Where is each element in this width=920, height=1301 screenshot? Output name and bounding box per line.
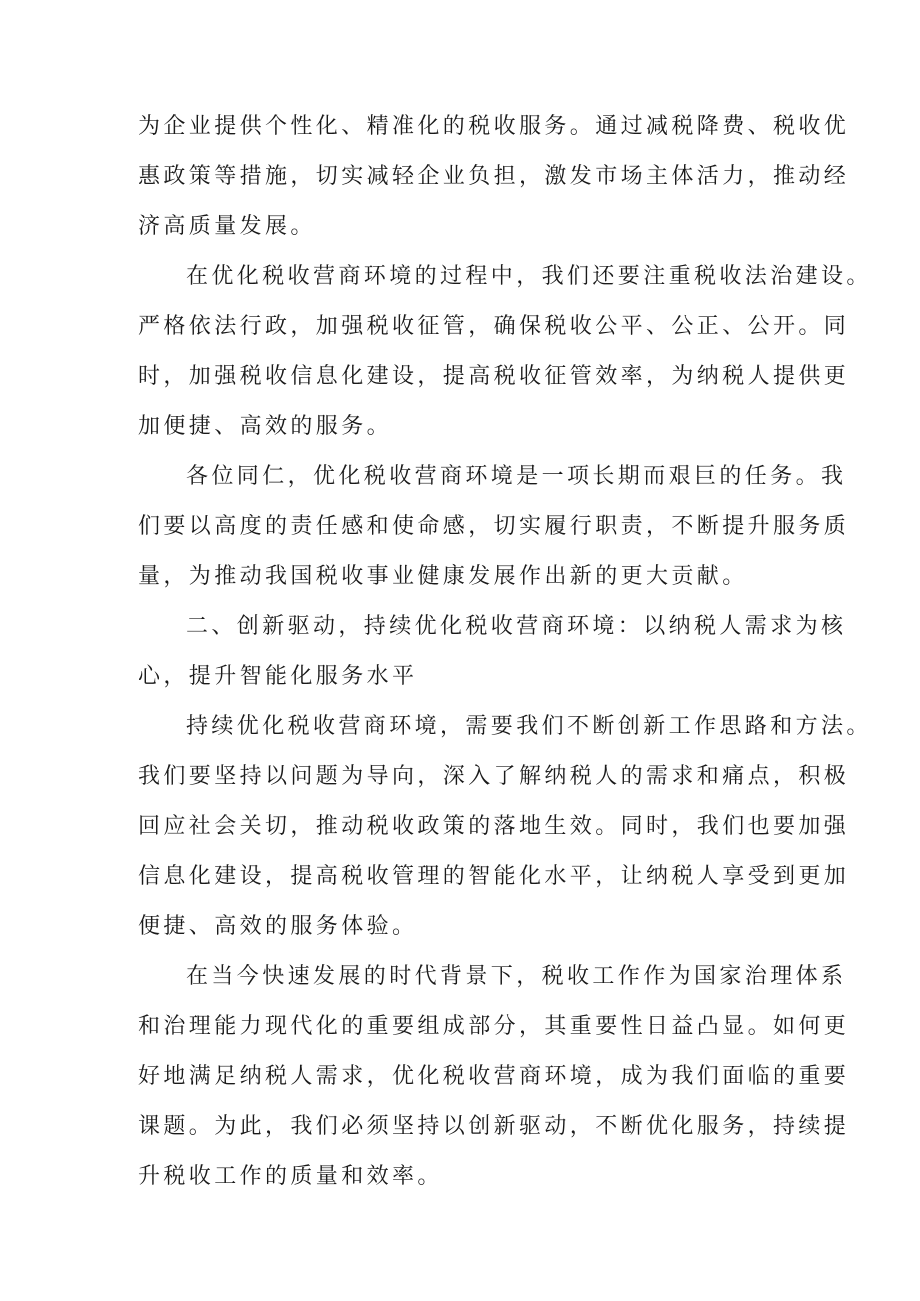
text-line: 量，为推动我国税收事业健康发展作出新的更大贡献。 bbox=[138, 564, 748, 589]
paragraph-first-line: 各位同仁，优化税收营商环境是一项长期而艰巨的任务。我 bbox=[186, 464, 847, 489]
text-line: 时，加强税收信息化建设，提高税收征管效率，为纳税人提供更 bbox=[138, 364, 850, 389]
text-line: 惠政策等措施，切实减轻企业负担，激发市场主体活力，推动经 bbox=[138, 164, 850, 189]
section-heading: 二、创新驱动，持续优化税收营商环境：以纳税人需求为核 bbox=[186, 614, 847, 639]
text-line: 为企业提供个性化、精准化的税收服务。通过减税降费、税收优 bbox=[138, 114, 850, 139]
text-line: 好地满足纳税人需求，优化税收营商环境，成为我们面临的重要 bbox=[138, 1064, 850, 1089]
section-heading-continued: 心，提升智能化服务水平 bbox=[138, 664, 418, 689]
paragraph-first-line: 在优化税收营商环境的过程中，我们还要注重税收法治建设。 bbox=[186, 264, 872, 289]
text-line: 信息化建设，提高税收管理的智能化水平，让纳税人享受到更加 bbox=[138, 864, 850, 889]
text-line: 我们要坚持以问题为导向，深入了解纳税人的需求和痛点，积极 bbox=[138, 764, 850, 789]
text-line: 课题。为此，我们必须坚持以创新驱动，不断优化服务，持续提 bbox=[138, 1114, 850, 1139]
text-line: 升税收工作的质量和效率。 bbox=[138, 1164, 443, 1189]
text-line: 加便捷、高效的服务。 bbox=[138, 414, 393, 439]
text-line: 便捷、高效的服务体验。 bbox=[138, 914, 418, 939]
paragraph-first-line: 持续优化税收营商环境，需要我们不断创新工作思路和方法。 bbox=[186, 714, 872, 739]
text-line: 严格依法行政，加强税收征管，确保税收公平、公正、公开。同 bbox=[138, 314, 850, 339]
text-line: 和治理能力现代化的重要组成部分，其重要性日益凸显。如何更 bbox=[138, 1014, 850, 1039]
text-line: 们要以高度的责任感和使命感，切实履行职责，不断提升服务质 bbox=[138, 514, 850, 539]
paragraph-first-line: 在当今快速发展的时代背景下，税收工作作为国家治理体系 bbox=[186, 964, 847, 989]
text-line: 济高质量发展。 bbox=[138, 214, 316, 239]
text-line: 回应社会关切，推动税收政策的落地生效。同时，我们也要加强 bbox=[138, 814, 850, 839]
